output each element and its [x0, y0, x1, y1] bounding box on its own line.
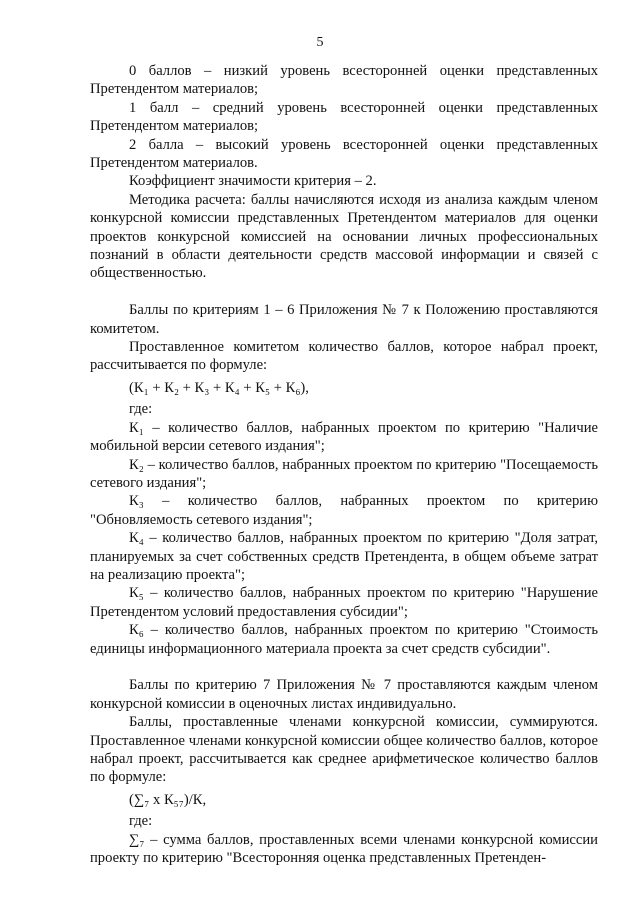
formula-committee: (К₁ + К₂ + К₃ + К₄ + К₅ + К₆), — [129, 379, 309, 396]
definition-k6: К₆ – количество баллов, набранных проектом по критерию "Стоимость единицы информационного материала проекта за счет средств субсидии". — [90, 622, 598, 657]
paragraph-criterion-7: Баллы по критерию 7 Приложения № 7 проставляются каждым членом конкурсной комиссии в оценочных листах индивидуально. — [90, 677, 598, 712]
definition-sum-7: ∑₇ – сумма баллов, проставленных всеми членами конкурсной комиссии проекту по критерию "Всесторонняя оценка представленных Претенден- — [90, 831, 598, 867]
paragraph-score-0: 0 баллов – низкий уровень всесторонней оценки представленных Претендентом материалов; — [90, 63, 598, 98]
definition-k5: К₅ – количество баллов, набранных проектом по критерию "Нарушение Претендентом условий предоставления субсидии"; — [90, 585, 598, 620]
paragraph-method: Методика расчета: баллы начисляются исходя из анализа каждым членом конкурсной комиссии представленных Претендентом материалов для оценки проектов конкурсной комиссией на основании личных профессиональных познаний в области деятельности средств массовой информации и связей с общественностью. — [90, 191, 598, 282]
paragraph-where-2: где: — [129, 813, 153, 830]
paragraph-commission-sum: Баллы, проставленные членами конкурсной комиссии, суммируются. Проставленное членами конкурсной комиссии общее количество баллов, которое набрал проект, рассчитывается как среднее арифметическое количество баллов по формуле: — [90, 714, 598, 786]
page-number: 5 — [316, 35, 324, 50]
definition-k3: К₃ – количество баллов, набранных проектом по критерию "Обновляемость сетевого издания"; — [90, 493, 598, 528]
paragraph-significance: Коэффициент значимости критерия – 2. — [129, 173, 377, 190]
paragraph-score-2: 2 балла – высокий уровень всесторонней оценки представленных Претендентом материалов. — [90, 136, 598, 172]
definition-k4: К₄ – количество баллов, набранных проектом по критерию "Доля затрат, планируемых за счет собственных средств Претендента, в общем объеме затрат на реализацию проекта"; — [90, 530, 598, 583]
paragraph-score-1: 1 балл – средний уровень всесторонней оценки представленных Претендентом материалов; — [90, 99, 598, 135]
paragraph-where-1: где: — [129, 401, 153, 418]
document-body — [90, 62, 598, 867]
formula-commission: (∑₇ х К₅₇)/К, — [129, 791, 207, 808]
definition-k2: К₂ – количество баллов, набранных проектом по критерию "Посещаемость сетевого издания"; — [90, 456, 598, 491]
paragraph-committee-score: Проставленное комитетом количество баллов, которое набрал проект, рассчитывается по формуле: — [90, 339, 598, 374]
paragraph-criteria-1-6: Баллы по критериям 1 – 6 Приложения № 7 к Положению проставляются комитетом. — [90, 302, 598, 337]
definition-k1: К₁ – количество баллов, набранных проектом по критерию "Наличие мобильной версии сетевого издания"; — [90, 419, 598, 455]
